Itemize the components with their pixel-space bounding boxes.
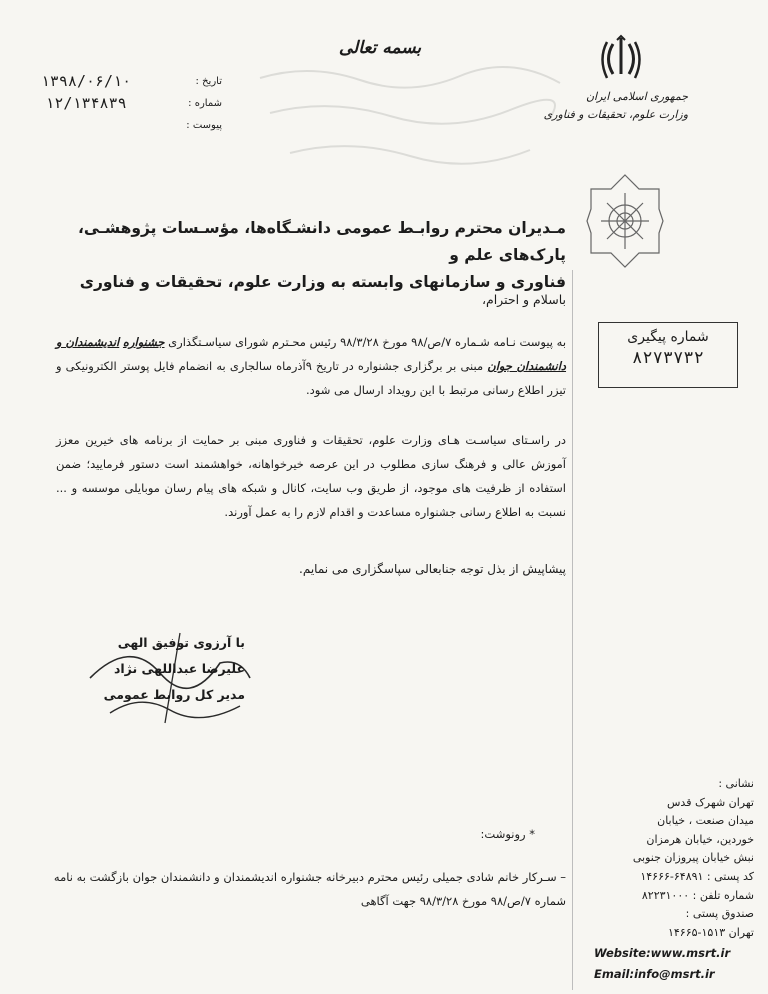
closing-sentence: پیشاپیش از بذل توجه جنابعالی سپاسگزاری می نمایم.	[299, 562, 566, 576]
attachment-row	[12, 114, 222, 136]
address-line-4: نبش خیابان پیروزان جنوبی	[632, 851, 754, 865]
signature-line-2: علیرضا عبداللهی نژاد	[113, 661, 245, 676]
org-line-1: جمهوری اسلامی ایران	[585, 90, 688, 103]
attachment-label: پیوست :	[186, 119, 222, 131]
address-line-1: تهران شهرک قدس	[667, 795, 754, 809]
basmala-heading: بسمه تعالی	[338, 38, 422, 58]
phone-number: شماره تلفن : ۸۲۲۳۱۰۰۰	[641, 888, 754, 902]
festival-name-highlight-1: جشنواره	[122, 335, 165, 349]
signature-block	[75, 630, 245, 708]
tracking-value: ۸۲۷۳۷۳۲	[632, 348, 704, 368]
date-value: ۱۳۹۸/۰۶/۱۰	[40, 72, 132, 90]
po-box: تهران ۱۵۱۳-۱۴۶۶۵	[667, 925, 754, 939]
greeting: باسلام و احترام،	[481, 292, 566, 307]
po-box-label: صندوق پستی :	[685, 907, 754, 921]
website-link[interactable]: Website:www.msrt.ir	[594, 946, 731, 961]
tracking-number-box	[598, 322, 738, 388]
letter-meta	[12, 70, 222, 136]
margin-divider	[572, 270, 573, 990]
org-line-2: وزارت علوم، تحقیقات و فناوری	[543, 108, 688, 121]
paragraph-2: در راسـتای سیاسـت هـای وزارت علوم، تحقیقات و فناوری مبنی بر حمایت از برنامه های خیرین معزز آموزش عالی و فرهنگ سازی مطلوب در این عرصه خیرخواهانه، خواهشمند است دستور فرمایید؛ ضمن استفاده از ظرفیت های موجود، از طریق وب سایت، کانال و شبکه های پیام رسان موبایلی موسسه و ... نسبت به اطلاع رسانی جشنواره مساعدت و اقدام لازم را به عمل آورند.	[56, 433, 566, 519]
addressee-line-1: مـدیران محترم روابـط عمومی دانشـگاه‌ها، مؤسـسات پژوهشـی، پارک‌های علم و	[78, 219, 566, 264]
cc-line-2: شماره ۷/ص/۹۸ مورخ ۹۸/۳/۲۸ جهت آگاهی	[360, 894, 566, 908]
paragraph-1	[56, 330, 566, 402]
ministry-address	[594, 775, 754, 984]
number-row	[12, 92, 222, 114]
signature-line-1: با آرزوی توفیق الهی	[117, 635, 245, 650]
addressee-block	[56, 215, 566, 296]
date-label: تاریخ :	[195, 75, 222, 87]
email-link[interactable]: Email:info@msrt.ir	[594, 966, 715, 981]
address-line-3: خوردین، خیابان هرمزان	[646, 832, 754, 846]
postal-code: کد پستی : ۶۴۸۹۱-۱۴۶۶۶	[640, 869, 754, 883]
number-value: ۱۲/۱۳۴۸۳۹	[45, 94, 127, 112]
show-through-scribble	[250, 58, 570, 188]
cc-line-1: – سـرکار خانم شادی جمیلی رئیس محترم دبیرخانه جشنواره اندیشمندان و دانشمندان جوان بازگشت به نامه	[53, 870, 566, 884]
festival-name-highlight-2: اندیشمندان و دانشمندان جوان	[56, 335, 567, 373]
decorative-ornament-icon	[585, 173, 665, 269]
address-line-2: میدان صنعت ، خیابان	[657, 814, 754, 828]
date-row	[12, 70, 222, 92]
addressee-line-2: فناوری و سازمانهای وابسته به وزارت علوم، تحقیقات و فناوری	[79, 273, 566, 291]
cc-block	[46, 865, 566, 913]
signature-line-3: مدیر کل روابط عمومی	[103, 687, 245, 702]
number-label: شماره :	[188, 97, 222, 109]
iran-emblem-icon	[596, 34, 646, 84]
cc-label: * رونوشت:	[480, 827, 535, 841]
address-label: نشانی :	[718, 777, 754, 790]
paragraph-1-part-2: مبنی بر برگزاری جشنواره در تاریخ ۹آذرماه سالجاری به انضمام فایل پوستر الکترونیکی و تیزر اطلاع رسانی مرتبط با این رویداد ارسال می شود.	[56, 359, 566, 397]
tracking-label: شماره پیگیری	[627, 329, 709, 345]
paragraph-1-part-1: به پیوست نـامه شـماره ۷/ص/۹۸ مورخ ۹۸/۳/۲۸ رئیس محـترم شورای سیاسـتگذاری	[168, 335, 567, 349]
